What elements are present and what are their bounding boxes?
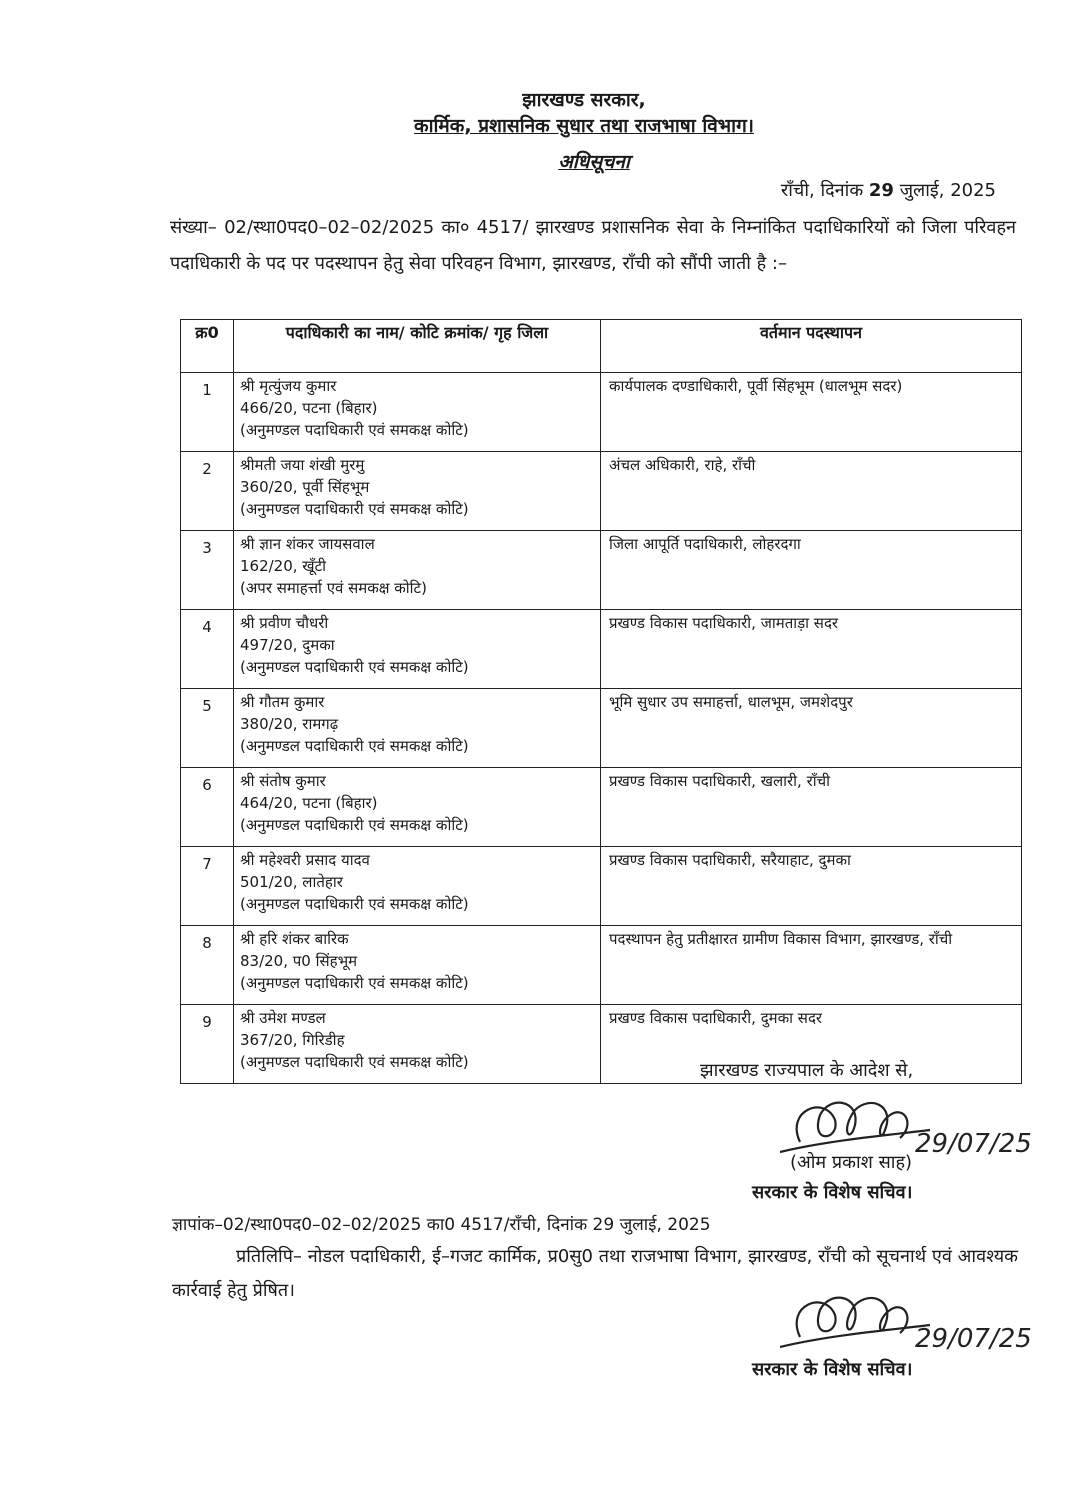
row-posting: प्रखण्ड विकास पदाधिकारी, जामताड़ा सदर bbox=[601, 610, 1022, 689]
officer-name: श्री महेश्वरी प्रसाद यादव bbox=[240, 851, 370, 869]
table-row bbox=[181, 373, 1022, 452]
table-row bbox=[181, 847, 1022, 926]
officer-cadre: (अनुमण्डल पदाधिकारी एवं समकक्ष कोटि) bbox=[240, 816, 469, 834]
table-body bbox=[181, 373, 1022, 1084]
officer-code: 360/20, पूर्वी सिंहभूम bbox=[240, 478, 370, 496]
row-sn: 6 bbox=[181, 768, 234, 847]
memo-line: ज्ञापांक–02/स्था0पद0–02–02/2025 का0 4517/राँची, दिनांक 29 जुलाई, 2025 bbox=[172, 1215, 711, 1235]
dateline-day: 29 bbox=[868, 180, 894, 201]
row-officer bbox=[234, 689, 601, 768]
designation-1: सरकार के विशेष सचिव। bbox=[752, 1182, 913, 1203]
officer-name: श्री उमेश मण्डल bbox=[240, 1009, 326, 1027]
row-posting: अंचल अधिकारी, राहे, राँची bbox=[601, 452, 1022, 531]
officer-code: 497/20, दुमका bbox=[240, 636, 335, 654]
designation-2: सरकार के विशेष सचिव। bbox=[752, 1359, 913, 1380]
col-header-name: पदाधिकारी का नाम/ कोटि क्रमांक/ गृह जिला bbox=[234, 320, 601, 373]
officer-cadre: (अनुमण्डल पदाधिकारी एवं समकक्ष कोटि) bbox=[240, 974, 469, 992]
officer-code: 83/20, प0 सिंहभूम bbox=[240, 952, 358, 970]
row-posting: प्रखण्ड विकास पदाधिकारी, सरैयाहाट, दुमका bbox=[601, 847, 1022, 926]
dateline-prefix: राँची, दिनांक bbox=[780, 180, 864, 201]
row-sn: 2 bbox=[181, 452, 234, 531]
table-row bbox=[181, 768, 1022, 847]
officer-code: 162/20, खूँटी bbox=[240, 557, 327, 575]
row-officer bbox=[234, 768, 601, 847]
row-posting: प्रखण्ड विकास पदाधिकारी, खलारी, राँची bbox=[601, 768, 1022, 847]
officer-name: श्री मृत्युंजय कुमार bbox=[240, 377, 337, 395]
officer-name: श्री संतोष कुमार bbox=[240, 772, 326, 790]
row-sn: 1 bbox=[181, 373, 234, 452]
officers-table bbox=[180, 319, 1022, 1084]
row-officer bbox=[234, 926, 601, 1005]
row-posting: भूमि सुधार उप समाहर्त्ता, धालभूम, जमशेदपुर bbox=[601, 689, 1022, 768]
table-row bbox=[181, 452, 1022, 531]
signature-date-1: 29/07/25 bbox=[915, 1129, 1032, 1159]
col-header-sn: क्र0 bbox=[181, 320, 234, 373]
notification-paragraph: संख्या– 02/स्था0पद0–02–02/2025 का० 4517/ झारखण्ड प्रशासनिक सेवा के निम्नांकित पदाधिकारियों को जिला परिवहन पदाधिकारी के पद पर पदस्थापन हेतु सेवा परिवहन विभाग, झारखण्ड, राँची को सौंपी जाती है :– bbox=[170, 217, 1016, 274]
row-sn: 7 bbox=[181, 847, 234, 926]
officer-name: श्रीमती जया शंखी मुरमु bbox=[240, 456, 365, 474]
officer-cadre: (अनुमण्डल पदाधिकारी एवं समकक्ष कोटि) bbox=[240, 658, 469, 676]
row-posting: पदस्थापन हेतु प्रतीक्षारत ग्रामीण विकास विभाग, झारखण्ड, राँची bbox=[601, 926, 1022, 1005]
row-posting: प्रखण्ड विकास पदाधिकारी, दुमका सदर bbox=[601, 1005, 1022, 1084]
officer-code: 464/20, पटना (बिहार) bbox=[240, 794, 378, 812]
row-officer bbox=[234, 373, 601, 452]
order-line: झारखण्ड राज्यपाल के आदेश से, bbox=[700, 1060, 914, 1081]
officer-code: 501/20, लातेहार bbox=[240, 873, 343, 891]
officer-cadre: (अनुमण्डल पदाधिकारी एवं समकक्ष कोटि) bbox=[240, 500, 469, 518]
officer-code: 380/20, रामगढ़ bbox=[240, 715, 339, 733]
table-row bbox=[181, 531, 1022, 610]
signer-name: (ओम प्रकाश साह) bbox=[790, 1152, 913, 1173]
row-officer bbox=[234, 531, 601, 610]
table-row bbox=[181, 689, 1022, 768]
row-posting: जिला आपूर्ति पदाधिकारी, लोहरदगा bbox=[601, 531, 1022, 610]
table-row bbox=[181, 610, 1022, 689]
signature-date-2: 29/07/25 bbox=[915, 1324, 1032, 1354]
officer-cadre: (अनुमण्डल पदाधिकारी एवं समकक्ष कोटि) bbox=[240, 1053, 469, 1071]
officer-cadre: (अनुमण्डल पदाधिकारी एवं समकक्ष कोटि) bbox=[240, 895, 469, 913]
row-sn: 4 bbox=[181, 610, 234, 689]
row-officer bbox=[234, 452, 601, 531]
doc-type-text: अधिसूचना bbox=[558, 151, 630, 173]
officer-name: श्री प्रवीण चौधरी bbox=[240, 614, 329, 632]
officer-cadre: (अपर समाहर्त्ता एवं समकक्ष कोटि) bbox=[240, 579, 427, 597]
dateline bbox=[781, 178, 996, 202]
officer-cadre: (अनुमण्डल पदाधिकारी एवं समकक्ष कोटि) bbox=[240, 421, 469, 439]
row-sn: 3 bbox=[181, 531, 234, 610]
row-sn: 8 bbox=[181, 926, 234, 1005]
dateline-rest: जुलाई, 2025 bbox=[899, 180, 996, 201]
officer-name: श्री हरि शंकर बारिक bbox=[240, 930, 349, 948]
table-header-row bbox=[181, 320, 1022, 373]
officer-name: श्री गौतम कुमार bbox=[240, 693, 325, 711]
officer-code: 367/20, गिरिडीह bbox=[240, 1031, 345, 1049]
row-officer bbox=[234, 1005, 601, 1084]
officer-code: 466/20, पटना (बिहार) bbox=[240, 399, 378, 417]
doc-type-title bbox=[60, 148, 1068, 174]
department-text: कार्मिक, प्रशासनिक सुधार तथा राजभाषा विभाग। bbox=[414, 115, 754, 137]
copy-paragraph: प्रतिलिपि– नोडल पदाधिकारी, ई–गजट कार्मिक, प्र0सु0 तथा राजभाषा विभाग, झारखण्ड, राँची को सूचनार्थ एवं आवश्यक कार्रवाई हेतु प्रेषित। bbox=[172, 1246, 1018, 1301]
row-sn: 9 bbox=[181, 1005, 234, 1084]
row-officer bbox=[234, 847, 601, 926]
col-header-posting: वर्तमान पदस्थापन bbox=[601, 320, 1022, 373]
signature-2 bbox=[780, 1285, 1050, 1360]
table-row bbox=[181, 926, 1022, 1005]
row-sn: 5 bbox=[181, 689, 234, 768]
row-officer bbox=[234, 610, 601, 689]
row-posting: कार्यपालक दण्डाधिकारी, पूर्वी सिंहभूम (धालभूम सदर) bbox=[601, 373, 1022, 452]
officer-name: श्री ज्ञान शंकर जायसवाल bbox=[240, 535, 375, 553]
department-title bbox=[50, 112, 1068, 138]
government-title: झारखण्ड सरकार, bbox=[522, 89, 646, 111]
officer-cadre: (अनुमण्डल पदाधिकारी एवं समकक्ष कोटि) bbox=[240, 737, 469, 755]
